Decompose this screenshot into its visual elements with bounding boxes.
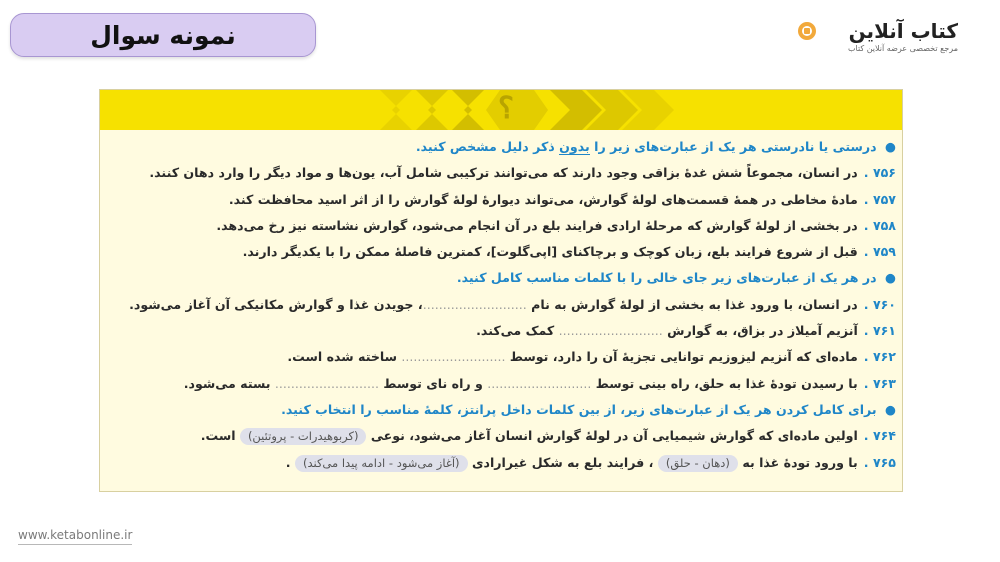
question-number: ۷۶۵ . — [863, 454, 896, 470]
section-instruction: ● درستی یا نادرستی هر یک از عبارت‌های زیر را بدون ذکر دلیل مشخص کنید. — [415, 139, 896, 154]
section-instruction: ● برای کامل کردن هر یک از عبارت‌های زیر، از بین کلمات داخل پرانتز، کلمهٔ مناسب را انتخاب کنید. — [281, 401, 896, 417]
question-mark-icon: ؟ — [498, 91, 514, 126]
question-number: ۷۵۶ . — [863, 165, 896, 181]
logo-text: كتاب آنلاين — [848, 19, 958, 43]
logo-mark-icon — [798, 22, 816, 40]
choice-chip[interactable]: (آغاز می‌شود - ادامه پیدا می‌کند) — [295, 455, 468, 472]
question-item — [100, 239, 896, 265]
page-title: نمونه سوال — [90, 20, 236, 50]
question-item: ۷۶۳ .با رسیدن تودهٔ غذا به حلق، راه بینی توسط .......................... و راه نای توسط .......................... بسته می‌شود. — [183, 375, 896, 391]
question-number: ۷۵۹ . — [863, 244, 896, 260]
question-item: ۷۶۴ .اولین ماده‌ای که گوارش شیمیایی آن در لولهٔ گوارش انسان آغاز می‌شود، نوعی (کربوهیدرات - پروتئین) است. — [200, 428, 896, 444]
question-number: ۷۶۲ . — [863, 349, 896, 365]
question-number: ۷۶۰ . — [863, 296, 896, 312]
question-item: ۷۶۲ .ماده‌ای که آنزیم لیزوزیم توانایی تجزیهٔ آن را دارد، توسط .......................... ساخته شده است. — [287, 349, 896, 365]
bullet-icon: ● — [885, 270, 896, 286]
question-item — [100, 213, 896, 239]
question-number: ۷۵۸ . — [863, 217, 896, 233]
question-text: قبل از شروع فرایند بلع، زبان کوچک و برچاکنای [اپی‌گلوت]، کمترین فاصلهٔ ممکن را با یکدیگر دارند. — [242, 244, 858, 260]
question-number: ۷۵۷ . — [863, 191, 896, 207]
question-item: ۷۶۵ .با ورود تودهٔ غذا به (دهان - حلق) ، فرایند بلع به شکل غیرارادی (آغاز می‌شود - ادامه پیدا می‌کند) . — [285, 454, 896, 470]
question-item — [100, 187, 896, 213]
question-number: ۷۶۴ . — [863, 428, 896, 444]
bullet-icon: ● — [885, 139, 896, 154]
bullet-icon: ● — [885, 401, 896, 417]
question-banner — [100, 90, 902, 130]
website-link[interactable]: www.ketabonline.ir — [18, 528, 132, 545]
brand-logo[interactable] — [788, 19, 958, 57]
choice-chip[interactable]: (کربوهیدرات - پروتئین) — [240, 428, 367, 445]
question-item — [100, 160, 896, 186]
choice-chip[interactable]: (دهان - حلق) — [658, 455, 738, 472]
blank-field[interactable]: .......................... — [274, 375, 379, 391]
question-text: در انسان، مجموعاً شش غدهٔ بزاقی وجود دارند که می‌توانند ترکیبی شامل آب، یون‌ها و مواد دیگر را وارد دهان کنند. — [149, 165, 858, 181]
question-number: ۷۶۳ . — [863, 375, 896, 391]
blank-field[interactable]: .......................... — [558, 323, 663, 339]
question-content — [100, 134, 896, 476]
question-text: در بخشی از لولهٔ گوارش که مرحلهٔ ارادی فرایند بلع در آن انجام می‌شود، گوارش نشاسته نیز رخ می‌دهد. — [216, 217, 858, 233]
page-title-pill — [10, 13, 316, 57]
blank-field[interactable]: .......................... — [487, 375, 592, 391]
section-instruction: ● در هر یک از عبارت‌های زیر جای خالی را با کلمات مناسب کامل کنید. — [456, 270, 896, 286]
blank-field[interactable]: .......................... — [422, 296, 527, 312]
question-item: ۷۶۰ .در انسان، با ورود غذا به بخشی از لولهٔ گوارش به نام ..........................، جویدن غذا و گوارش مکانیکی آن آغاز می‌شود. — [129, 296, 896, 312]
blank-field[interactable]: .......................... — [401, 349, 506, 365]
question-text: مادهٔ مخاطی در همهٔ قسمت‌های لولهٔ گوارش، می‌تواند دیوارهٔ لولهٔ گوارش را از اثر اسید محافظت کند. — [228, 191, 858, 207]
logo-subtitle: مرجع تخصصی عرضه آنلاین کتاب — [847, 44, 958, 53]
question-panel — [99, 89, 903, 492]
question-number: ۷۶۱ . — [863, 323, 896, 339]
question-item: ۷۶۱ .آنزیم آمیلاز در بزاق، به گوارش .......................... کمک می‌کند. — [476, 323, 896, 339]
